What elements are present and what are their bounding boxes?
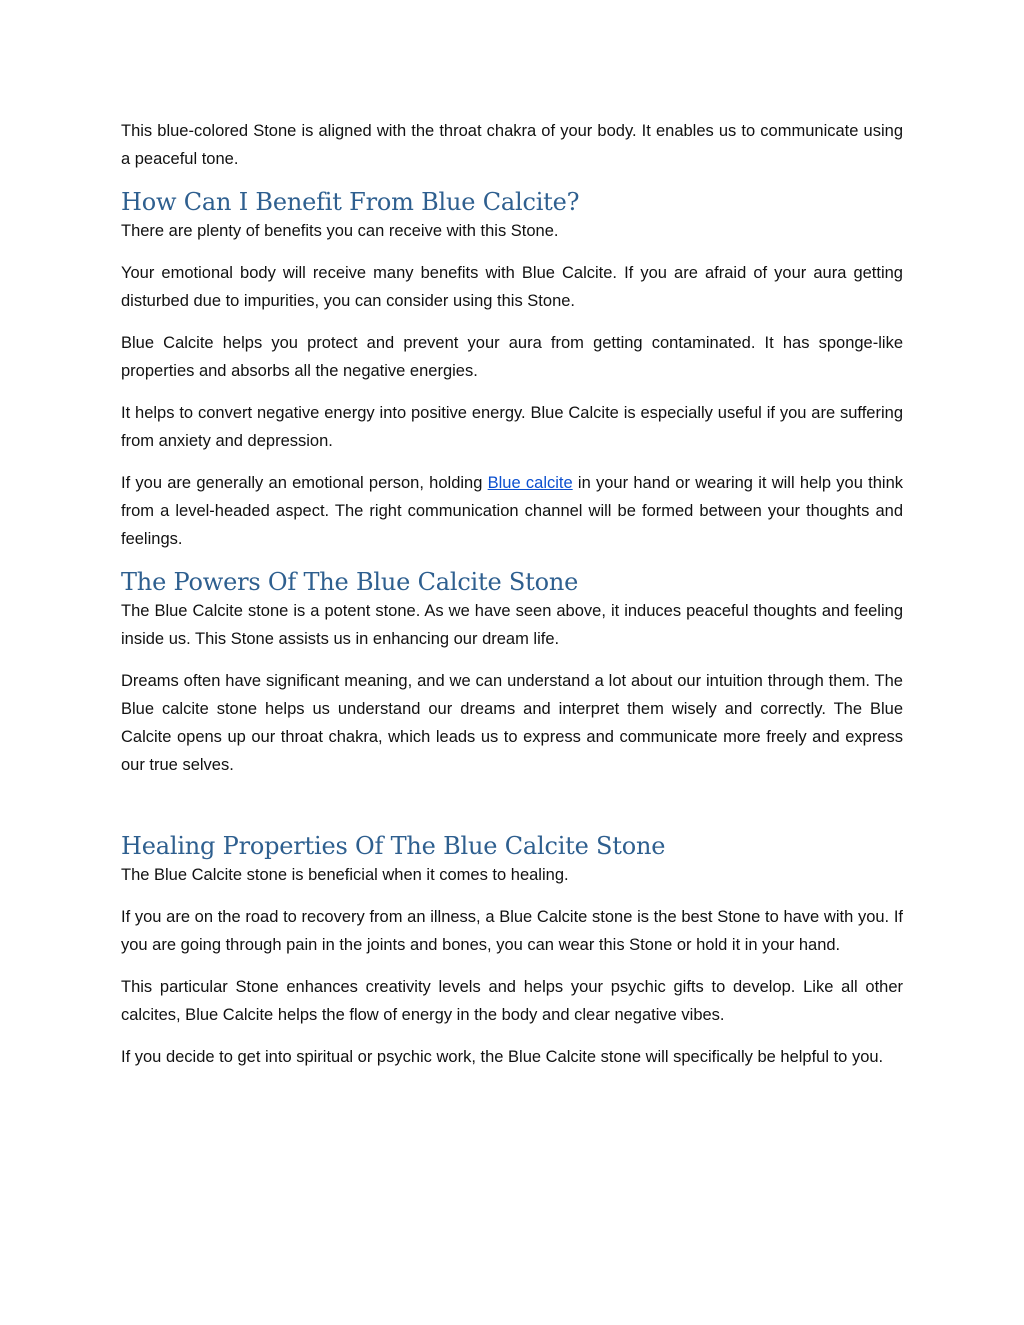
blue-calcite-link[interactable]: Blue calcite [487,474,573,492]
paragraph: Your emotional body will receive many benefits with Blue Calcite. If you are afraid of your aura getting disturbed due to impurities, you can consider using this Stone. [121,264,903,310]
spacer [121,793,903,831]
paragraph: Dreams often have significant meaning, and we can understand a lot about our intuition through them. The Blue calcite stone helps us understand our dreams and interpret them wisely and correctly. The Blue Calcite opens up our throat chakra, which leads us to express and communicate more freely and express our true selves. [121,672,903,774]
paragraph: There are plenty of benefits you can receive with this Stone. [121,222,559,240]
paragraph-text-after-link: in your hand or wearing it will help you think from a level-headed aspect. The right communication channel will be formed between your thoughts and feelings. [121,474,903,548]
section-heading-benefits: How Can I Benefit From Blue Calcite? [121,188,580,216]
paragraph: This particular Stone enhances creativity levels and helps your psychic gifts to develop. Like all other calcites, Blue Calcite helps the flow of energy in the body and clear negative vibes. [121,978,903,1024]
section-heading-healing: Healing Properties Of The Blue Calcite Stone [121,832,666,860]
section-heading-powers: The Powers Of The Blue Calcite Stone [121,568,579,596]
paragraph: The Blue Calcite stone is a potent stone. As we have seen above, it induces peaceful thoughts and feeling inside us. This Stone assists us in enhancing our dream life. [121,602,903,648]
intro-paragraph: This blue-colored Stone is aligned with the throat chakra of your body. It enables us to communicate using a peaceful tone. [121,122,903,168]
document-page [121,117,903,1085]
paragraph: If you decide to get into spiritual or psychic work, the Blue Calcite stone will specifically be helpful to you. [121,1048,884,1066]
paragraph: It helps to convert negative energy into positive energy. Blue Calcite is especially useful if you are suffering from anxiety and depression. [121,404,903,450]
paragraph-with-link [121,469,903,553]
paragraph: Blue Calcite helps you protect and prevent your aura from getting contaminated. It has sponge-like properties and absorbs all the negative energies. [121,334,903,380]
paragraph: If you are on the road to recovery from an illness, a Blue Calcite stone is the best Stone to have with you. If you are going through pain in the joints and bones, you can wear this Stone or hold it in your hand. [121,908,903,954]
paragraph: The Blue Calcite stone is beneficial when it comes to healing. [121,866,569,884]
paragraph-text-before-link: If you are generally an emotional person, holding [121,474,488,492]
